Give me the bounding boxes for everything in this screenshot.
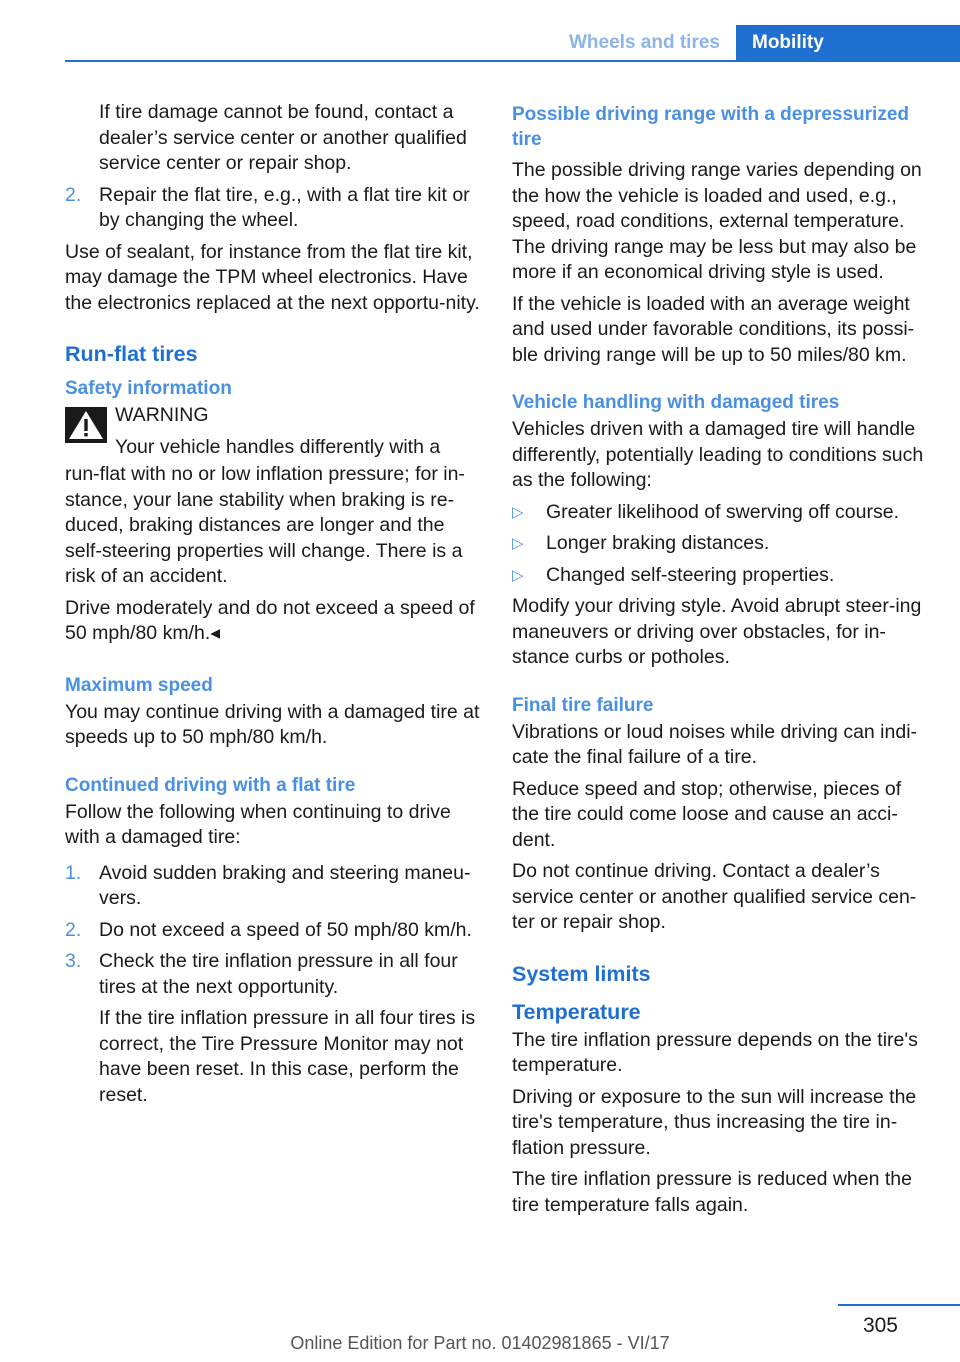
footer-rule <box>838 1304 960 1306</box>
continued-driving-paragraph: Follow the following when continuing to drive with a damaged tire: <box>65 800 451 848</box>
temperature-heading: Temperature <box>512 999 641 1024</box>
reset-note-paragraph: If the tire inflation pressure in all four tires is correct, the Tire Pressure Monitor may not have been reset. In this case, perform the reset. <box>99 1007 476 1106</box>
edition-footer: Online Edition for Part no. 01402981865 - VI/17 <box>290 1333 670 1353</box>
temperature-paragraph: The tire inflation pressure depends on the tire's temperature. <box>512 1028 918 1076</box>
triangle-bullet-icon: ▷ <box>512 535 524 552</box>
list-item <box>65 183 485 234</box>
list-item <box>512 531 932 557</box>
list-item <box>65 918 485 944</box>
safety-heading: Safety information <box>65 378 232 399</box>
page-header <box>0 0 960 62</box>
left-column <box>65 100 485 1114</box>
chapter-tab: Mobility <box>736 25 960 60</box>
right-column <box>512 100 932 1224</box>
continued-driving-heading: Continued driving with a flat tire <box>65 774 356 796</box>
temperature-paragraph-3: The tire inflation pressure is reduced when the tire temperature falls again. <box>512 1168 912 1216</box>
vehicle-handling-heading: Vehicle handling with damaged tires <box>512 392 840 413</box>
list-text: Do not exceed a speed of 50 mph/80 km/h. <box>99 918 472 941</box>
sealant-paragraph: Use of sealant, for instance from the flat tire kit, may damage the TPM wheel electronics. Have the electronics replaced at the next opportu-nity. <box>65 240 480 314</box>
final-failure-paragraph: Vibrations or loud noises while driving can indi-cate the final failure of a tire. <box>512 720 918 768</box>
triangle-bullet-icon: ▷ <box>512 503 524 521</box>
final-failure-heading: Final tire failure <box>512 694 654 716</box>
list-text: Longer braking distances. <box>546 532 770 554</box>
list-text: Check the tire inflation pressure in all four tires at the next opportunity. <box>99 950 458 998</box>
final-failure-paragraph-2: Reduce speed and stop; otherwise, pieces of the tire could come loose and cause an acci-dent. <box>512 777 902 851</box>
warning-text: run-flat with no or low inflation pressure; for in-stance, your lane stability when braking is re-duced, braking distances are longer and the self-steering properties will change. There is a risk of an accident. <box>65 463 465 587</box>
continued-step-paragraph: If tire damage cannot be found, contact a dealer’s service center or another qualified service center or repair shop. <box>99 101 467 174</box>
list-item <box>512 500 932 526</box>
list-text: Repair the flat tire, e.g., with a flat tire kit or by changing the wheel. <box>99 183 470 231</box>
driving-range-paragraph-2: If the vehicle is loaded with an average weight and used under favorable conditions, its possi-ble driving range will be up to 50 miles/80 km. <box>512 292 915 366</box>
list-text: Avoid sudden braking and steering maneu-vers. <box>99 861 471 909</box>
list-number: 2. <box>65 918 82 941</box>
temperature-paragraph-2: Driving or exposure to the sun will increase the tire's temperature, thus increasing the tire in-flation pressure. <box>512 1085 917 1159</box>
list-number: 2. <box>65 183 82 206</box>
warning-label: WARNING <box>115 404 209 426</box>
final-failure-paragraph-3: Do not continue driving. Contact a dealer’s service center or another qualified service cen-ter or repair shop. <box>512 860 917 933</box>
warning-first-line: Your vehicle handles differently with a <box>115 435 441 458</box>
warning-block <box>65 403 485 460</box>
max-speed-heading: Maximum speed <box>65 674 213 696</box>
runflat-heading: Run-flat tires <box>65 342 198 366</box>
list-number: 3. <box>65 950 82 972</box>
list-number: 1. <box>65 861 82 884</box>
list-text: Changed self-steering properties. <box>546 563 835 586</box>
warning-triangle-icon <box>65 407 107 443</box>
list-text: Greater likelihood of swerving off course. <box>546 500 899 523</box>
max-speed-paragraph: You may continue driving with a damaged tire at speeds up to 50 mph/80 km/h. <box>65 700 480 748</box>
header-rule <box>65 60 960 62</box>
system-limits-heading: System limits <box>512 961 651 986</box>
driving-range-paragraph: The possible driving range varies depending on the how the vehicle is loaded and used, e.g., speed, road conditions, external temperature. The driving range may be less but may also be more if an economical driving style is used. <box>512 159 922 283</box>
vehicle-handling-paragraph: Vehicles driven with a damaged tire will handle differently, potentially leading to conditions such as the following: <box>512 418 924 491</box>
list-item <box>65 861 485 912</box>
page-number: 305 <box>862 1314 898 1337</box>
driving-range-heading: Possible driving range with a depressurized tire <box>512 104 909 150</box>
list-item <box>512 563 932 589</box>
drive-moderately-paragraph: Drive moderately and do not exceed a speed of 50 mph/80 km/h.◂ <box>65 596 475 644</box>
triangle-bullet-icon: ▷ <box>512 566 524 584</box>
section-tab: Wheels and tires <box>569 32 720 53</box>
list-item <box>65 949 485 1000</box>
modify-style-paragraph: Modify your driving style. Avoid abrupt steer-ing maneuvers or driving over obstacles, for in-stance curbs or potholes. <box>512 595 922 668</box>
